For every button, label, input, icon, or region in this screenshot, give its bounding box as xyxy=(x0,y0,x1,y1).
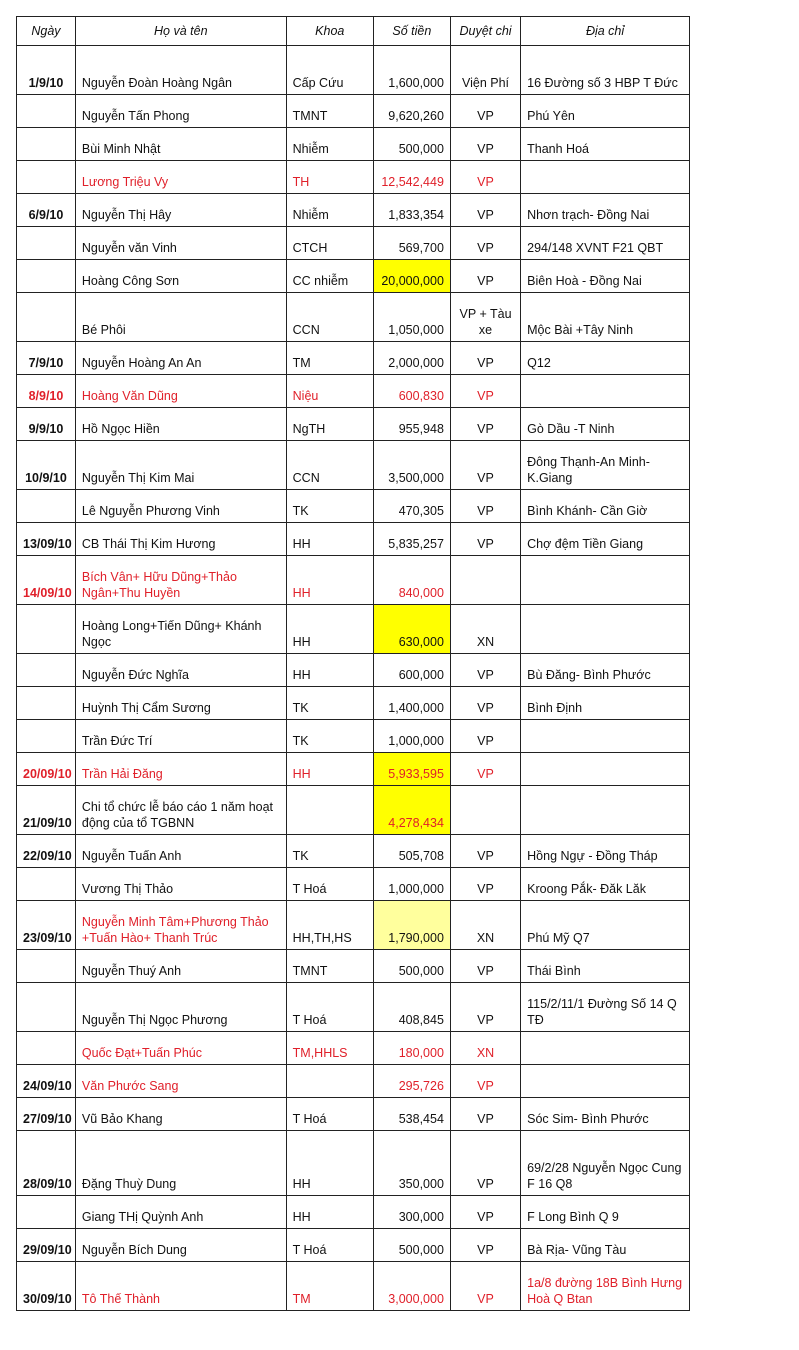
row-date xyxy=(17,128,76,161)
row-name: Bùi Minh Nhật xyxy=(75,128,286,161)
row-dept: TH xyxy=(286,161,373,194)
row-amount: 630,000 xyxy=(373,605,450,654)
row-amount: 505,708 xyxy=(373,835,450,868)
row-amount: 569,700 xyxy=(373,227,450,260)
row-address xyxy=(521,375,690,408)
row-name: Giang THị Quỳnh Anh xyxy=(75,1196,286,1229)
row-name: Hoàng Long+Tiến Dũng+ Khánh Ngọc xyxy=(75,605,286,654)
row-date: 6/9/10 xyxy=(17,194,76,227)
row-address: 115/2/11/1 Đường Số 14 Q TĐ xyxy=(521,983,690,1032)
row-name: Trần Hải Đăng xyxy=(75,753,286,786)
row-amount: 2,000,000 xyxy=(373,342,450,375)
row-address: 16 Đường số 3 HBP T Đức xyxy=(521,46,690,95)
row-address xyxy=(521,720,690,753)
row-amount: 408,845 xyxy=(373,983,450,1032)
table-row xyxy=(17,408,690,441)
row-approval: VP xyxy=(450,753,520,786)
row-address xyxy=(521,753,690,786)
row-date: 24/09/10 xyxy=(17,1065,76,1098)
row-dept: HH xyxy=(286,1131,373,1196)
table-row xyxy=(17,342,690,375)
row-amount: 500,000 xyxy=(373,950,450,983)
row-name: Nguyễn Minh Tâm+Phương Thảo +Tuấn Hào+ Thanh Trúc xyxy=(75,901,286,950)
table-row xyxy=(17,605,690,654)
row-date: 22/09/10 xyxy=(17,835,76,868)
row-amount: 500,000 xyxy=(373,128,450,161)
table-row xyxy=(17,720,690,753)
row-dept: HH xyxy=(286,654,373,687)
row-dept: TMNT xyxy=(286,95,373,128)
row-approval: VP xyxy=(450,194,520,227)
row-address: F Long Bình Q 9 xyxy=(521,1196,690,1229)
row-name: Nguyễn Bích Dung xyxy=(75,1229,286,1262)
row-amount: 1,600,000 xyxy=(373,46,450,95)
row-name: CB Thái Thị Kim Hương xyxy=(75,523,286,556)
row-approval: VP xyxy=(450,950,520,983)
row-name: Huỳnh Thị Cẩm Sương xyxy=(75,687,286,720)
table-row xyxy=(17,293,690,342)
row-date: 1/9/10 xyxy=(17,46,76,95)
row-amount: 1,790,000 xyxy=(373,901,450,950)
row-date xyxy=(17,1196,76,1229)
row-name: Tô Thế Thành xyxy=(75,1262,286,1311)
row-amount: 4,278,434 xyxy=(373,786,450,835)
row-date xyxy=(17,720,76,753)
row-name: Nguyễn Tấn Phong xyxy=(75,95,286,128)
row-address xyxy=(521,161,690,194)
row-approval: VP xyxy=(450,408,520,441)
header-name: Họ và tên xyxy=(75,17,286,46)
row-address: 1a/8 đường 18B Bình Hưng Hoà Q Btan xyxy=(521,1262,690,1311)
row-dept: TK xyxy=(286,490,373,523)
row-dept: CC nhiễm xyxy=(286,260,373,293)
row-name: Hoàng Văn Dũng xyxy=(75,375,286,408)
header-date: Ngày xyxy=(17,17,76,46)
table-row xyxy=(17,868,690,901)
row-address: Q12 xyxy=(521,342,690,375)
row-amount: 20,000,000 xyxy=(373,260,450,293)
row-address: Phú Mỹ Q7 xyxy=(521,901,690,950)
row-amount: 1,833,354 xyxy=(373,194,450,227)
table-row xyxy=(17,375,690,408)
row-amount: 5,933,595 xyxy=(373,753,450,786)
row-dept: HH xyxy=(286,523,373,556)
row-approval: VP xyxy=(450,868,520,901)
row-amount: 12,542,449 xyxy=(373,161,450,194)
row-dept: HH xyxy=(286,556,373,605)
row-date: 29/09/10 xyxy=(17,1229,76,1262)
row-address: Sóc Sim- Bình Phước xyxy=(521,1098,690,1131)
row-approval: VP xyxy=(450,1229,520,1262)
row-dept: HH xyxy=(286,1196,373,1229)
row-address: 69/2/28 Nguyễn Ngọc Cung F 16 Q8 xyxy=(521,1131,690,1196)
row-name: Hồ Ngọc Hiền xyxy=(75,408,286,441)
row-name: Nguyễn Thị Ngọc Phương xyxy=(75,983,286,1032)
row-amount: 500,000 xyxy=(373,1229,450,1262)
row-address: 294/148 XVNT F21 QBT xyxy=(521,227,690,260)
row-date: 30/09/10 xyxy=(17,1262,76,1311)
row-amount: 3,000,000 xyxy=(373,1262,450,1311)
row-approval: VP xyxy=(450,95,520,128)
table-row xyxy=(17,95,690,128)
row-date xyxy=(17,950,76,983)
row-date xyxy=(17,490,76,523)
row-date xyxy=(17,161,76,194)
row-address xyxy=(521,556,690,605)
row-date: 9/9/10 xyxy=(17,408,76,441)
row-amount: 180,000 xyxy=(373,1032,450,1065)
row-dept: T Hoá xyxy=(286,868,373,901)
row-amount: 1,000,000 xyxy=(373,868,450,901)
row-date: 13/09/10 xyxy=(17,523,76,556)
row-dept: HH,TH,HS xyxy=(286,901,373,950)
row-date xyxy=(17,605,76,654)
row-name: Nguyễn Hoàng An An xyxy=(75,342,286,375)
row-approval: XN xyxy=(450,901,520,950)
row-approval: VP xyxy=(450,720,520,753)
row-approval: VP xyxy=(450,523,520,556)
row-dept: Nhiễm xyxy=(286,194,373,227)
row-amount: 1,000,000 xyxy=(373,720,450,753)
row-dept: CTCH xyxy=(286,227,373,260)
table-row xyxy=(17,490,690,523)
row-amount: 600,830 xyxy=(373,375,450,408)
row-approval: VP xyxy=(450,1131,520,1196)
row-date: 10/9/10 xyxy=(17,441,76,490)
table-row xyxy=(17,523,690,556)
table-row xyxy=(17,786,690,835)
table-row xyxy=(17,753,690,786)
table-row xyxy=(17,260,690,293)
row-dept: CCN xyxy=(286,293,373,342)
row-address: Kroong Pắk- Đăk Lăk xyxy=(521,868,690,901)
table-row xyxy=(17,835,690,868)
row-approval: VP xyxy=(450,1098,520,1131)
row-dept: CCN xyxy=(286,441,373,490)
table-row xyxy=(17,441,690,490)
row-approval: VP xyxy=(450,260,520,293)
row-address xyxy=(521,605,690,654)
table-row xyxy=(17,901,690,950)
row-amount: 300,000 xyxy=(373,1196,450,1229)
row-name: Vũ Bảo Khang xyxy=(75,1098,286,1131)
header-row xyxy=(17,17,690,46)
row-name: Văn Phước Sang xyxy=(75,1065,286,1098)
row-date xyxy=(17,654,76,687)
row-amount: 1,050,000 xyxy=(373,293,450,342)
row-approval: VP xyxy=(450,1262,520,1311)
row-approval: XN xyxy=(450,1032,520,1065)
row-amount: 3,500,000 xyxy=(373,441,450,490)
table-body xyxy=(17,46,690,1311)
row-dept: NgTH xyxy=(286,408,373,441)
row-approval: VP xyxy=(450,342,520,375)
table-row xyxy=(17,227,690,260)
row-date: 27/09/10 xyxy=(17,1098,76,1131)
row-approval: VP xyxy=(450,983,520,1032)
row-approval: VP xyxy=(450,441,520,490)
row-dept xyxy=(286,786,373,835)
expense-table xyxy=(16,16,690,1311)
table-row xyxy=(17,687,690,720)
row-approval: VP xyxy=(450,161,520,194)
row-name: Lương Triệu Vy xyxy=(75,161,286,194)
header-approval: Duyệt chi xyxy=(450,17,520,46)
row-address: Gò Dầu -T Ninh xyxy=(521,408,690,441)
row-dept: HH xyxy=(286,753,373,786)
table-row xyxy=(17,556,690,605)
row-name: Lê Nguyễn Phương Vinh xyxy=(75,490,286,523)
row-approval: VP xyxy=(450,1065,520,1098)
row-name: Vương Thị Thảo xyxy=(75,868,286,901)
row-address: Bà Rịa- Vũng Tàu xyxy=(521,1229,690,1262)
row-date: 14/09/10 xyxy=(17,556,76,605)
row-name: Bé Phôi xyxy=(75,293,286,342)
table-row xyxy=(17,1131,690,1196)
row-amount: 538,454 xyxy=(373,1098,450,1131)
row-name: Nguyễn Thuý Anh xyxy=(75,950,286,983)
row-address: Bình Khánh- Cần Giờ xyxy=(521,490,690,523)
row-approval: VP xyxy=(450,128,520,161)
row-amount: 955,948 xyxy=(373,408,450,441)
row-name: Nguyễn Thị Kim Mai xyxy=(75,441,286,490)
row-address: Mộc Bài +Tây Ninh xyxy=(521,293,690,342)
row-address: Bình Định xyxy=(521,687,690,720)
row-date xyxy=(17,95,76,128)
header-dept: Khoa xyxy=(286,17,373,46)
table-row xyxy=(17,128,690,161)
row-dept: TM,HHLS xyxy=(286,1032,373,1065)
row-name: Chi tổ chức lễ báo cáo 1 năm hoạt động của tổ TGBNN xyxy=(75,786,286,835)
row-address: Biên Hoà - Đồng Nai xyxy=(521,260,690,293)
row-approval xyxy=(450,556,520,605)
row-name: Nguyễn Đức Nghĩa xyxy=(75,654,286,687)
row-name: Nguyễn văn Vinh xyxy=(75,227,286,260)
table-row xyxy=(17,1098,690,1131)
row-approval: VP xyxy=(450,490,520,523)
row-date: 21/09/10 xyxy=(17,786,76,835)
row-dept xyxy=(286,1065,373,1098)
row-amount: 350,000 xyxy=(373,1131,450,1196)
header-amount: Số tiền xyxy=(373,17,450,46)
row-dept: T Hoá xyxy=(286,1229,373,1262)
row-date xyxy=(17,868,76,901)
row-address xyxy=(521,1032,690,1065)
row-dept: TK xyxy=(286,835,373,868)
row-approval xyxy=(450,786,520,835)
table-row xyxy=(17,1065,690,1098)
row-name: Đặng Thuỳ Dung xyxy=(75,1131,286,1196)
row-dept: Cấp Cứu xyxy=(286,46,373,95)
row-date xyxy=(17,260,76,293)
table-row xyxy=(17,161,690,194)
row-date xyxy=(17,1032,76,1065)
row-dept: TMNT xyxy=(286,950,373,983)
table-row xyxy=(17,1196,690,1229)
row-approval: Viện Phí xyxy=(450,46,520,95)
row-address: Phú Yên xyxy=(521,95,690,128)
row-dept: HH xyxy=(286,605,373,654)
row-dept: T Hoá xyxy=(286,1098,373,1131)
header-address: Địa chỉ xyxy=(521,17,690,46)
row-approval: VP + Tàu xe xyxy=(450,293,520,342)
row-dept: TK xyxy=(286,720,373,753)
row-approval: VP xyxy=(450,375,520,408)
table-row xyxy=(17,654,690,687)
row-date: 28/09/10 xyxy=(17,1131,76,1196)
row-address: Chợ đệm Tiền Giang xyxy=(521,523,690,556)
row-date: 23/09/10 xyxy=(17,901,76,950)
table-row xyxy=(17,1262,690,1311)
row-approval: VP xyxy=(450,835,520,868)
table-row xyxy=(17,46,690,95)
row-approval: VP xyxy=(450,687,520,720)
row-dept: T Hoá xyxy=(286,983,373,1032)
row-date xyxy=(17,687,76,720)
row-approval: VP xyxy=(450,1196,520,1229)
row-name: Nguyễn Đoàn Hoàng Ngân xyxy=(75,46,286,95)
row-name: Quốc Đạt+Tuấn Phúc xyxy=(75,1032,286,1065)
row-date: 7/9/10 xyxy=(17,342,76,375)
table-row xyxy=(17,1032,690,1065)
row-address xyxy=(521,1065,690,1098)
row-address: Thanh Hoá xyxy=(521,128,690,161)
row-address: Hồng Ngự - Đồng Tháp xyxy=(521,835,690,868)
row-amount: 295,726 xyxy=(373,1065,450,1098)
row-name: Hoàng Công Sơn xyxy=(75,260,286,293)
row-name: Nguyễn Tuấn Anh xyxy=(75,835,286,868)
table-row xyxy=(17,194,690,227)
row-date xyxy=(17,293,76,342)
row-name: Bích Vân+ Hữu Dũng+Thảo Ngân+Thu Huyền xyxy=(75,556,286,605)
row-dept: Niệu xyxy=(286,375,373,408)
row-address xyxy=(521,786,690,835)
row-dept: TM xyxy=(286,342,373,375)
row-name: Trần Đức Trí xyxy=(75,720,286,753)
row-date: 20/09/10 xyxy=(17,753,76,786)
row-amount: 5,835,257 xyxy=(373,523,450,556)
table-row xyxy=(17,983,690,1032)
row-date xyxy=(17,227,76,260)
row-address: Thái Bình xyxy=(521,950,690,983)
row-address: Đông Thạnh-An Minh-K.Giang xyxy=(521,441,690,490)
row-amount: 1,400,000 xyxy=(373,687,450,720)
table-row xyxy=(17,950,690,983)
row-amount: 9,620,260 xyxy=(373,95,450,128)
row-date: 8/9/10 xyxy=(17,375,76,408)
row-approval: VP xyxy=(450,227,520,260)
table-row xyxy=(17,1229,690,1262)
row-amount: 470,305 xyxy=(373,490,450,523)
row-approval: VP xyxy=(450,654,520,687)
row-address: Nhơn trạch- Đồng Nai xyxy=(521,194,690,227)
row-amount: 840,000 xyxy=(373,556,450,605)
row-date xyxy=(17,983,76,1032)
row-dept: TK xyxy=(286,687,373,720)
row-approval: XN xyxy=(450,605,520,654)
row-dept: TM xyxy=(286,1262,373,1311)
row-amount: 600,000 xyxy=(373,654,450,687)
row-dept: Nhiễm xyxy=(286,128,373,161)
row-address: Bù Đăng- Bình Phước xyxy=(521,654,690,687)
row-name: Nguyễn Thị Hây xyxy=(75,194,286,227)
